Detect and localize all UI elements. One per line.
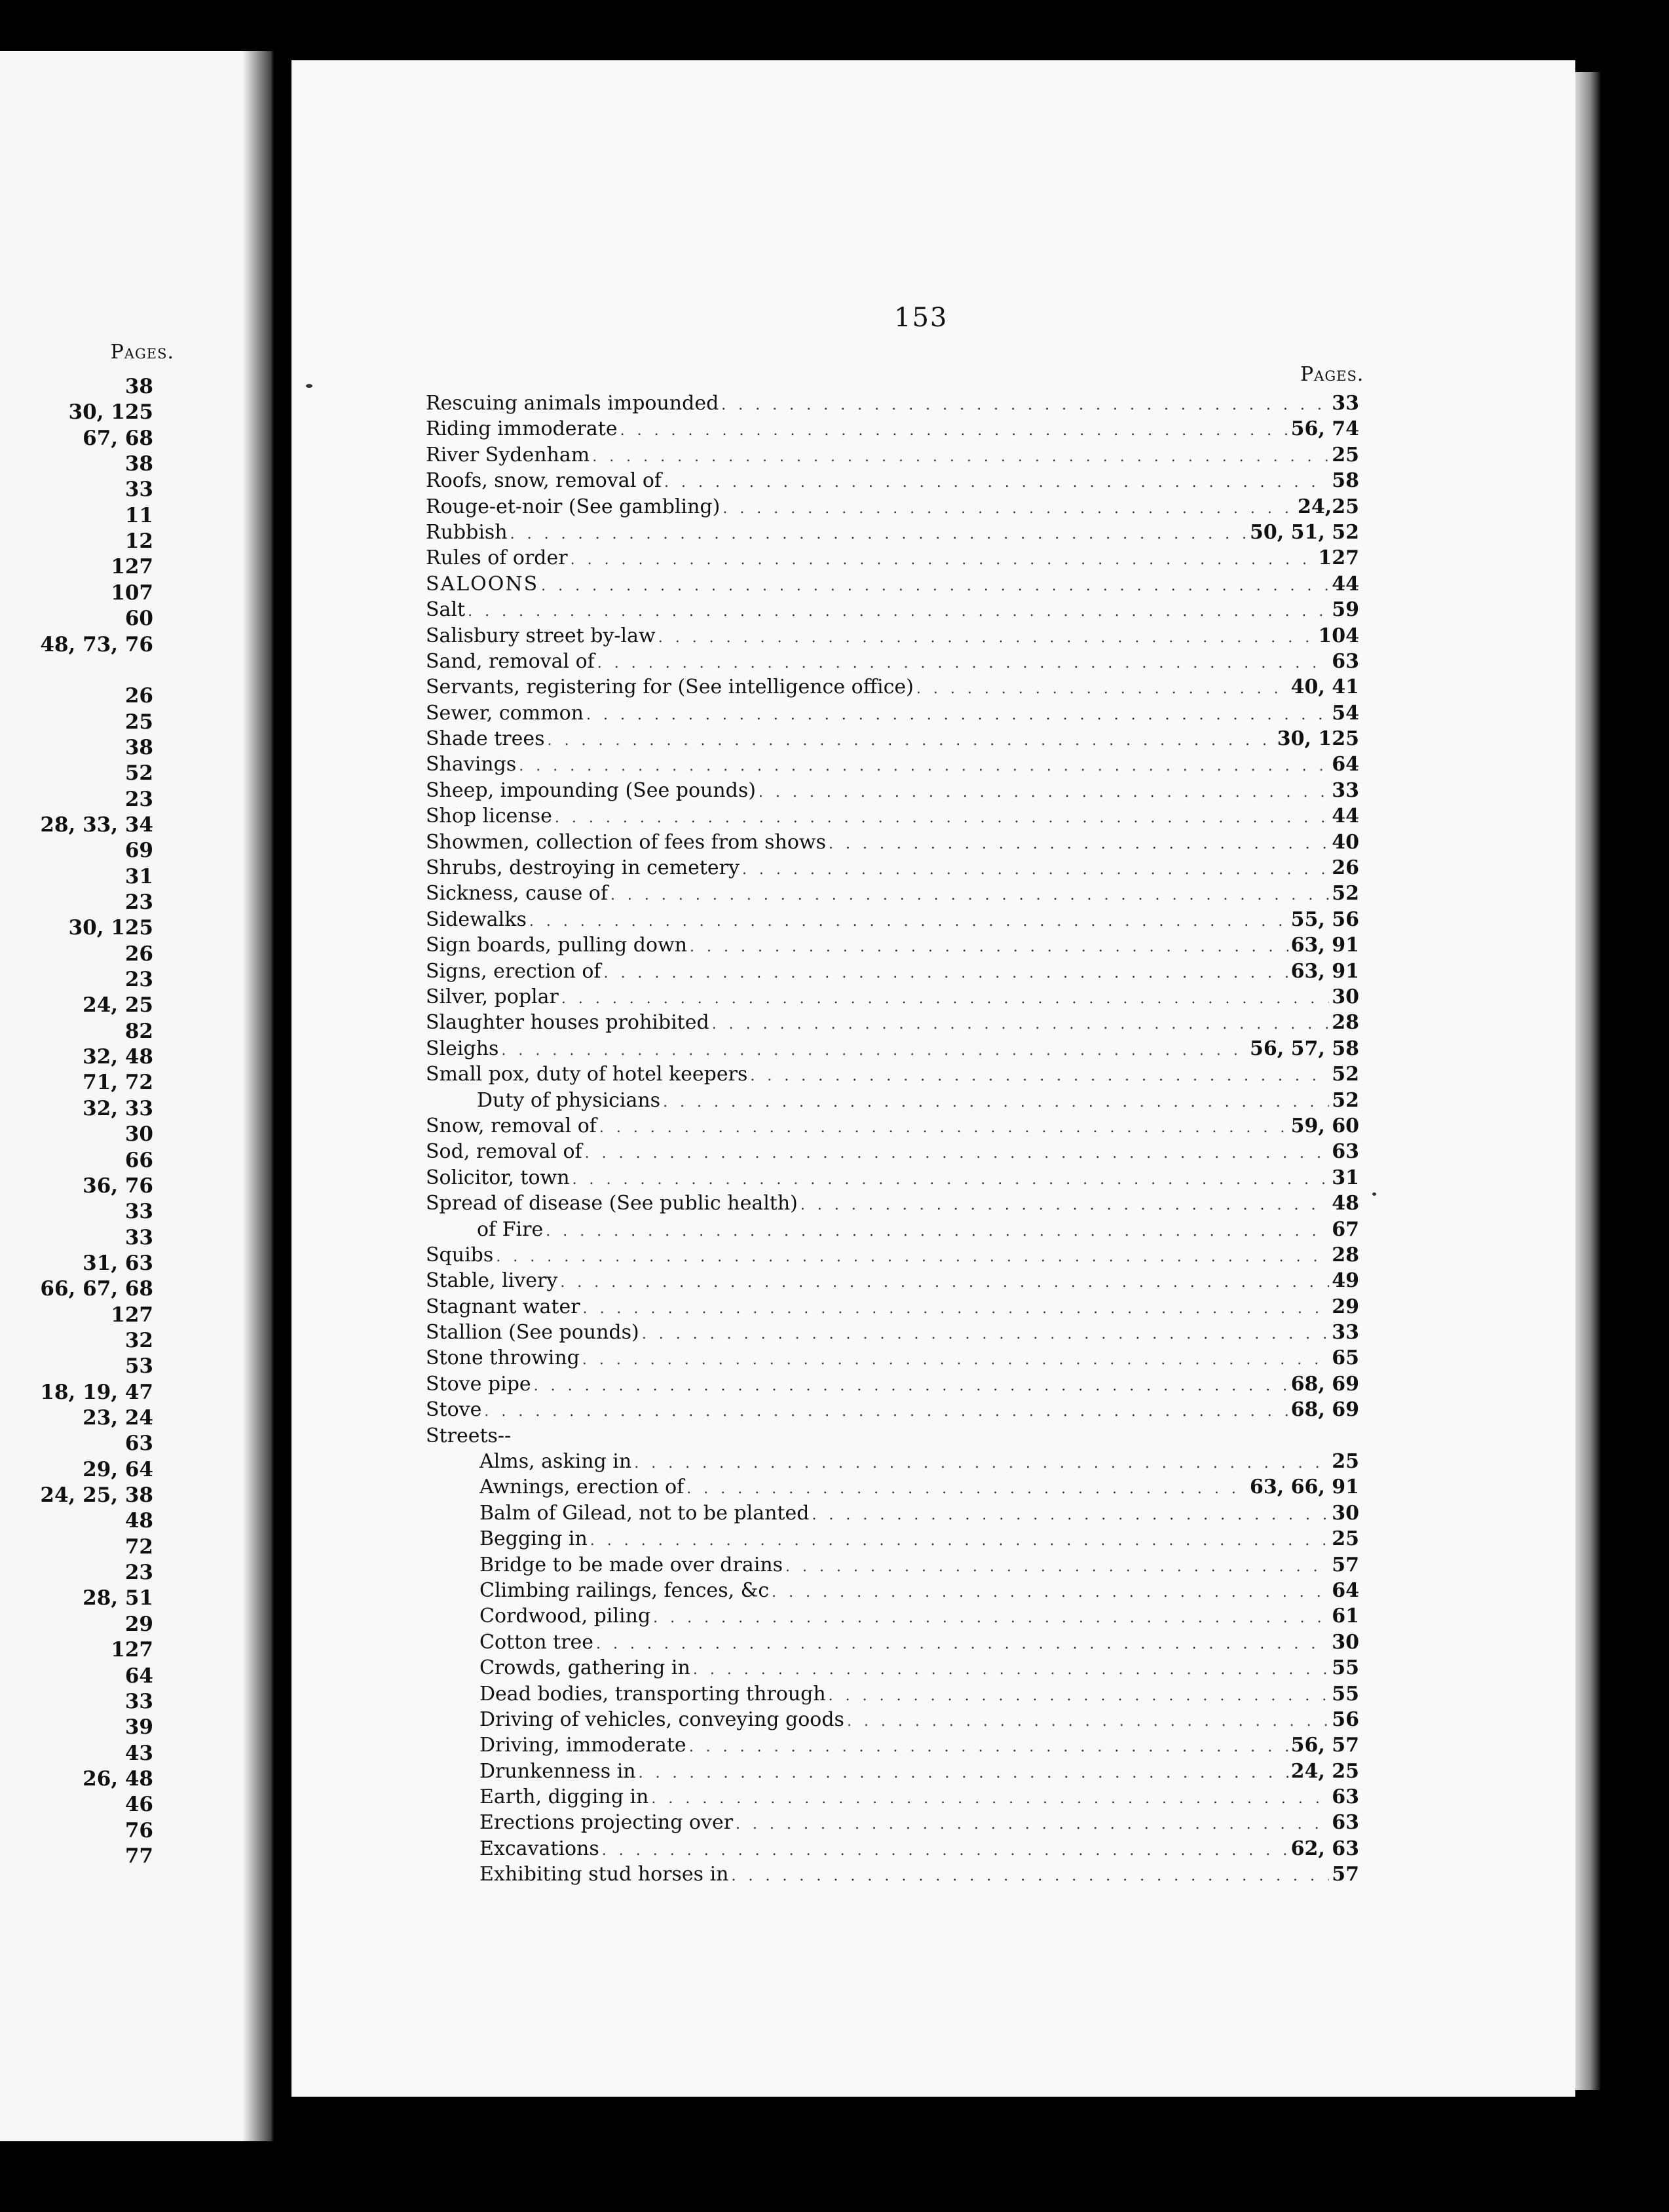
index-page-refs: 56 bbox=[1332, 1707, 1359, 1731]
index-entry bbox=[426, 1526, 1359, 1552]
index-entry bbox=[426, 674, 1359, 700]
left-page-ref: 107 bbox=[111, 581, 153, 605]
index-entry bbox=[426, 907, 1359, 932]
index-term: Stove pipe bbox=[426, 1372, 531, 1396]
left-page-ref: 23 bbox=[124, 1561, 153, 1585]
dot-leader bbox=[496, 1244, 1329, 1270]
index-entry bbox=[426, 1836, 1359, 1861]
index-term: SALOONS bbox=[426, 572, 539, 596]
left-page-ref: 76 bbox=[124, 1818, 153, 1842]
index-term: Stallion (See pounds) bbox=[426, 1321, 639, 1344]
index-term: Sleighs bbox=[426, 1037, 499, 1060]
index-page-refs: 54 bbox=[1332, 701, 1359, 725]
index-page-refs: 68, 69 bbox=[1290, 1398, 1359, 1422]
left-page-ref: 31 bbox=[124, 864, 153, 888]
dot-leader bbox=[555, 805, 1329, 831]
dot-leader bbox=[586, 702, 1329, 728]
left-page-ref: 24, 25 bbox=[83, 993, 153, 1018]
index-entry bbox=[426, 1500, 1359, 1526]
left-page-ref: 28, 33, 34 bbox=[40, 812, 153, 837]
index-page-refs: 63, 66, 91 bbox=[1249, 1476, 1359, 1499]
index-page-refs: 44 bbox=[1332, 805, 1359, 828]
index-term: Awnings, erection of bbox=[479, 1476, 684, 1499]
index-term: Riding immoderate bbox=[426, 417, 618, 441]
index-term: Duty of physicians bbox=[477, 1088, 661, 1112]
dot-leader bbox=[597, 651, 1329, 676]
index-term: of Fire bbox=[477, 1217, 544, 1241]
dot-leader bbox=[686, 1476, 1247, 1502]
index-page-refs: 104 bbox=[1318, 624, 1359, 647]
index-page-refs: 63, 91 bbox=[1290, 934, 1359, 957]
index-term: Small pox, duty of hotel keepers bbox=[426, 1063, 748, 1086]
left-page-ref: 53 bbox=[124, 1354, 153, 1379]
index-page-refs: 67 bbox=[1332, 1217, 1359, 1241]
index-term: Sand, removal of bbox=[426, 649, 595, 673]
index-entry bbox=[426, 649, 1359, 674]
index-entry bbox=[426, 1707, 1359, 1732]
dot-leader bbox=[731, 1863, 1329, 1889]
index-entry bbox=[426, 520, 1359, 545]
index-page-refs: 64 bbox=[1332, 753, 1359, 776]
left-page-ref: 26 bbox=[124, 942, 153, 966]
index-page-refs: 52 bbox=[1332, 1063, 1359, 1086]
dot-leader bbox=[541, 573, 1329, 599]
index-term: Silver, poplar bbox=[426, 985, 559, 1008]
left-page-ref: 30, 125 bbox=[68, 916, 153, 940]
index-entry bbox=[426, 1759, 1359, 1784]
left-page bbox=[0, 51, 274, 2141]
dot-leader bbox=[582, 1347, 1329, 1373]
dot-leader bbox=[590, 1528, 1329, 1554]
index-term: Begging in bbox=[479, 1527, 588, 1551]
index-term: Sewer, common bbox=[426, 701, 584, 725]
index-term: Sidewalks bbox=[426, 907, 527, 931]
index-page-refs: 40, 41 bbox=[1290, 676, 1359, 699]
dot-leader bbox=[529, 909, 1288, 934]
dot-leader bbox=[620, 418, 1288, 444]
dot-leader bbox=[712, 1012, 1330, 1037]
left-page-ref: 48, 73, 76 bbox=[40, 632, 153, 657]
dot-leader bbox=[634, 1451, 1329, 1476]
index-page-refs: 31 bbox=[1332, 1166, 1359, 1189]
index-entry bbox=[426, 1861, 1359, 1887]
index-term: Stable, livery bbox=[426, 1269, 558, 1293]
dot-leader bbox=[510, 522, 1247, 547]
index-entry bbox=[426, 1345, 1359, 1371]
index-term: Showmen, collection of fees from shows bbox=[426, 830, 826, 854]
index-term: Roofs, snow, removal of bbox=[426, 469, 662, 493]
index-entry bbox=[426, 545, 1359, 571]
index-entry bbox=[426, 597, 1359, 622]
left-page-ref: 31, 63 bbox=[83, 1251, 153, 1275]
left-page-ref: 38 bbox=[124, 735, 153, 759]
dot-leader bbox=[664, 470, 1329, 495]
index-page-refs: 68, 69 bbox=[1290, 1372, 1359, 1396]
index-page-refs: 57 bbox=[1332, 1553, 1359, 1576]
left-page-shadow bbox=[242, 51, 274, 2141]
left-page-ref: 82 bbox=[124, 1019, 153, 1043]
left-page-ref: 33 bbox=[124, 1200, 153, 1224]
left-page-ref: 39 bbox=[124, 1715, 153, 1740]
index-entry bbox=[426, 494, 1359, 520]
dot-leader bbox=[572, 1167, 1330, 1192]
index-term: Servants, registering for (See intelligence office) bbox=[426, 676, 914, 699]
left-page-ref: 52 bbox=[124, 761, 153, 786]
dot-leader bbox=[829, 831, 1329, 857]
index-entry bbox=[426, 830, 1359, 855]
dot-leader bbox=[651, 1786, 1329, 1812]
left-page-ref: 11 bbox=[124, 503, 153, 527]
index-term: Earth, digging in bbox=[479, 1785, 649, 1809]
index-entry bbox=[426, 1242, 1359, 1268]
index-term: Shade trees bbox=[426, 727, 545, 751]
dot-leader bbox=[599, 1115, 1288, 1141]
index-entry bbox=[426, 1268, 1359, 1293]
index-term: Squibs bbox=[426, 1243, 494, 1267]
index-entry bbox=[426, 959, 1359, 984]
index-entry bbox=[426, 416, 1359, 442]
dot-leader bbox=[583, 1296, 1330, 1322]
index-page-refs: 61 bbox=[1332, 1605, 1359, 1628]
index-entry bbox=[426, 1010, 1359, 1035]
index-term: Streets-- bbox=[426, 1424, 512, 1447]
index-entry bbox=[426, 1113, 1359, 1139]
left-page-ref: 63 bbox=[124, 1432, 153, 1456]
left-page-ref: 72 bbox=[124, 1535, 153, 1559]
index-entry bbox=[426, 623, 1359, 649]
left-page-ref: 60 bbox=[124, 607, 153, 631]
left-page-ref: 32, 48 bbox=[83, 1045, 153, 1069]
dot-leader bbox=[604, 961, 1288, 986]
dot-leader bbox=[602, 1838, 1288, 1863]
index-page-refs: 33 bbox=[1332, 1321, 1359, 1344]
dot-leader bbox=[484, 1399, 1288, 1424]
dot-leader bbox=[592, 444, 1329, 470]
index-entry bbox=[426, 1320, 1359, 1345]
index-entry bbox=[426, 468, 1359, 493]
index-page-refs: 63, 91 bbox=[1290, 959, 1359, 983]
dot-leader bbox=[501, 1038, 1247, 1063]
index-entry bbox=[426, 1036, 1359, 1061]
index-entry bbox=[426, 1449, 1359, 1474]
dot-leader bbox=[750, 1063, 1329, 1089]
index-entry bbox=[426, 1165, 1359, 1191]
left-page-ref: 24, 25, 38 bbox=[40, 1483, 153, 1508]
index-term: Balm of Gilead, not to be planted bbox=[479, 1501, 810, 1525]
dot-leader bbox=[658, 625, 1316, 651]
dot-leader bbox=[916, 676, 1288, 702]
index-term: Driving, immoderate bbox=[479, 1734, 686, 1757]
left-page-ref: 33 bbox=[124, 1689, 153, 1713]
index-entry bbox=[426, 1217, 1359, 1242]
index-entry bbox=[426, 1578, 1359, 1603]
index-entry bbox=[426, 1474, 1359, 1500]
index-term: Solicitor, town bbox=[426, 1166, 570, 1189]
dot-leader bbox=[772, 1580, 1329, 1605]
left-page-ref: 12 bbox=[124, 529, 153, 554]
left-page-ref: 32, 33 bbox=[83, 1096, 153, 1120]
left-page-ref: 30 bbox=[124, 1122, 153, 1147]
index-page-refs: 30, 125 bbox=[1277, 727, 1359, 751]
index-term: Erections projecting over bbox=[479, 1811, 734, 1835]
index-term: Stove bbox=[426, 1398, 482, 1422]
index-page-refs: 30 bbox=[1332, 985, 1359, 1008]
index-page-refs: 52 bbox=[1332, 1088, 1359, 1112]
left-page-ref: 127 bbox=[111, 555, 153, 579]
index-page-refs: 57 bbox=[1332, 1863, 1359, 1886]
index-page-refs: 48 bbox=[1332, 1192, 1359, 1215]
index-entry bbox=[426, 752, 1359, 777]
left-page-ref: 23, 24 bbox=[83, 1406, 153, 1430]
dot-leader bbox=[519, 753, 1329, 779]
dot-leader bbox=[560, 1270, 1329, 1295]
index-entry bbox=[426, 1423, 1359, 1449]
dot-leader bbox=[610, 883, 1329, 908]
index-entry bbox=[426, 1061, 1359, 1087]
index-page-refs: 25 bbox=[1332, 1527, 1359, 1551]
left-page-ref: 33 bbox=[124, 1225, 153, 1249]
ink-speck bbox=[306, 384, 312, 388]
dot-leader bbox=[468, 599, 1329, 624]
left-page-ref: 38 bbox=[124, 452, 153, 476]
index-term: Driving of vehicles, conveying goods bbox=[479, 1707, 844, 1731]
index-entry bbox=[426, 881, 1359, 906]
index-term: Signs, erection of bbox=[426, 959, 601, 983]
index-term: River Sydenham bbox=[426, 443, 590, 467]
index-entry bbox=[426, 700, 1359, 726]
index-page-refs: 24,25 bbox=[1298, 495, 1359, 518]
index-page-refs: 63 bbox=[1332, 1811, 1359, 1835]
index-page-refs: 29 bbox=[1332, 1295, 1359, 1318]
index-term: Salisbury street by-law bbox=[426, 624, 656, 647]
index-page-refs: 55 bbox=[1332, 1656, 1359, 1680]
index-term: Sod, removal of bbox=[426, 1140, 582, 1164]
index-entry bbox=[426, 778, 1359, 803]
left-page-ref: 36, 76 bbox=[83, 1173, 153, 1198]
index-entry bbox=[426, 855, 1359, 881]
left-page-ref: 26 bbox=[124, 684, 153, 708]
index-page-refs: 55 bbox=[1332, 1682, 1359, 1706]
index-entry bbox=[426, 1681, 1359, 1707]
right-page-edge bbox=[1575, 72, 1600, 2090]
left-page-ref: 127 bbox=[111, 1638, 153, 1662]
dot-leader bbox=[800, 1192, 1329, 1218]
ink-speck bbox=[1372, 1192, 1376, 1196]
index-term: Bridge to be made over drains bbox=[479, 1553, 783, 1576]
index-term: Rubbish bbox=[426, 520, 508, 544]
index-page-refs: 50, 51, 52 bbox=[1249, 520, 1359, 544]
index-term: Slaughter houses prohibited bbox=[426, 1011, 709, 1035]
left-page-ref: 33 bbox=[124, 478, 153, 502]
index-term: Rouge-et-noir (See gambling) bbox=[426, 495, 721, 518]
index-term: Salt bbox=[426, 598, 466, 622]
index-entry bbox=[426, 442, 1359, 468]
index-page-refs: 30 bbox=[1332, 1501, 1359, 1525]
left-page-ref: 69 bbox=[124, 839, 153, 863]
right-page bbox=[291, 60, 1575, 2097]
index-entry bbox=[426, 1139, 1359, 1164]
index-entry bbox=[426, 571, 1359, 597]
index-term: Drunkenness in bbox=[479, 1759, 636, 1783]
left-page-ref: 66, 67, 68 bbox=[40, 1277, 153, 1301]
index-page-refs: 40 bbox=[1332, 830, 1359, 854]
dot-leader bbox=[829, 1683, 1330, 1709]
index-entry bbox=[426, 803, 1359, 829]
index-page-refs: 56, 74 bbox=[1290, 417, 1359, 441]
dot-leader bbox=[689, 1734, 1288, 1760]
index-page-refs: 59 bbox=[1332, 598, 1359, 622]
index-term: Crowds, gathering in bbox=[479, 1656, 690, 1680]
index-page-refs: 59, 60 bbox=[1290, 1114, 1359, 1137]
dot-leader bbox=[736, 1812, 1329, 1837]
dot-leader bbox=[847, 1709, 1329, 1734]
left-page-ref: 67, 68 bbox=[83, 426, 153, 450]
left-page-ref: 77 bbox=[124, 1844, 153, 1868]
index-page-refs: 24, 25 bbox=[1290, 1759, 1359, 1783]
dot-leader bbox=[663, 1090, 1329, 1115]
left-page-ref: 43 bbox=[124, 1741, 153, 1765]
index-entry bbox=[426, 1397, 1359, 1422]
left-page-ref: 30, 125 bbox=[68, 400, 153, 425]
left-page-ref: 127 bbox=[111, 1303, 153, 1327]
index-list bbox=[426, 391, 1359, 1888]
page-number: 153 bbox=[894, 303, 948, 333]
dot-leader bbox=[571, 547, 1316, 573]
book-gutter bbox=[274, 59, 290, 2143]
index-term: Shavings bbox=[426, 753, 517, 776]
index-term: Excavations bbox=[479, 1837, 599, 1860]
dot-leader bbox=[639, 1761, 1288, 1786]
index-page-refs: 63 bbox=[1332, 1140, 1359, 1164]
left-page-ref: 26, 48 bbox=[83, 1766, 153, 1791]
index-entry bbox=[426, 932, 1359, 958]
index-entry bbox=[426, 1371, 1359, 1397]
index-term: Sheep, impounding (See pounds) bbox=[426, 778, 756, 802]
left-pages-header: Pages. bbox=[110, 341, 174, 364]
index-term: Cordwood, piling bbox=[479, 1605, 651, 1628]
left-page-ref: 28, 51 bbox=[83, 1586, 153, 1611]
pages-column-header: Pages. bbox=[1300, 363, 1364, 386]
index-entry bbox=[426, 1784, 1359, 1810]
left-page-ref: 23 bbox=[124, 968, 153, 992]
dot-leader bbox=[759, 780, 1329, 805]
dot-leader bbox=[721, 392, 1329, 418]
dot-leader bbox=[585, 1141, 1330, 1166]
index-term: Shop license bbox=[426, 805, 552, 828]
index-page-refs: 28 bbox=[1332, 1243, 1359, 1267]
dot-leader bbox=[742, 857, 1329, 883]
index-entry bbox=[426, 391, 1359, 416]
index-page-refs: 33 bbox=[1332, 392, 1359, 415]
left-page-ref: 38 bbox=[124, 375, 153, 398]
dot-leader bbox=[785, 1554, 1329, 1580]
left-page-ref: 71, 72 bbox=[83, 1071, 153, 1095]
index-page-refs: 33 bbox=[1332, 778, 1359, 802]
left-page-ref: 48 bbox=[124, 1509, 153, 1533]
left-page-ref: 29, 64 bbox=[83, 1457, 153, 1481]
index-term: Rules of order bbox=[426, 546, 568, 570]
index-term: Dead bodies, transporting through bbox=[479, 1682, 826, 1706]
index-term: Exhibiting stud horses in bbox=[479, 1863, 729, 1886]
left-page-ref: 25 bbox=[124, 710, 153, 734]
index-term: Rescuing animals impounded bbox=[426, 392, 719, 415]
left-page-ref: 66 bbox=[124, 1148, 153, 1172]
index-entry bbox=[426, 1088, 1359, 1113]
left-page-ref: 23 bbox=[124, 787, 153, 811]
index-page-refs: 62, 63 bbox=[1290, 1837, 1359, 1860]
index-page-refs: 65 bbox=[1332, 1346, 1359, 1370]
left-page-ref: 18, 19, 47 bbox=[40, 1380, 153, 1404]
index-term: Spread of disease (See public health) bbox=[426, 1192, 798, 1215]
index-entry bbox=[426, 984, 1359, 1010]
index-term: Sickness, cause of bbox=[426, 882, 608, 906]
index-entry bbox=[426, 1732, 1359, 1758]
index-entry bbox=[426, 1294, 1359, 1320]
index-term: Snow, removal of bbox=[426, 1114, 597, 1137]
dot-leader bbox=[642, 1322, 1330, 1347]
index-page-refs: 58 bbox=[1332, 469, 1359, 493]
index-entry bbox=[426, 1191, 1359, 1216]
index-page-refs: 28 bbox=[1332, 1011, 1359, 1035]
left-page-ref: 32 bbox=[124, 1328, 153, 1352]
index-page-refs: 25 bbox=[1332, 443, 1359, 467]
index-term: Cotton tree bbox=[479, 1630, 593, 1654]
dot-leader bbox=[534, 1373, 1288, 1399]
dot-leader bbox=[690, 934, 1288, 960]
left-page-ref: 64 bbox=[124, 1664, 153, 1688]
index-term: Climbing railings, fences, &c bbox=[479, 1578, 770, 1602]
dot-leader bbox=[561, 986, 1329, 1012]
index-entry bbox=[426, 1552, 1359, 1578]
left-page-ref: 23 bbox=[124, 890, 153, 914]
index-page-refs: 26 bbox=[1332, 856, 1359, 880]
dot-leader bbox=[653, 1605, 1329, 1631]
dot-leader bbox=[548, 728, 1275, 753]
dot-leader bbox=[596, 1631, 1329, 1657]
dot-leader bbox=[546, 1219, 1329, 1244]
dot-leader bbox=[722, 496, 1295, 522]
dot-leader bbox=[693, 1657, 1329, 1683]
index-page-refs: 30 bbox=[1332, 1630, 1359, 1654]
index-page-refs: 49 bbox=[1332, 1269, 1359, 1293]
index-term: Shrubs, destroying in cemetery bbox=[426, 856, 740, 880]
index-page-refs: 55, 56 bbox=[1290, 907, 1359, 931]
index-page-refs: 44 bbox=[1332, 572, 1359, 596]
index-page-refs: 56, 57 bbox=[1290, 1734, 1359, 1757]
index-page-refs: 25 bbox=[1332, 1450, 1359, 1474]
index-page-refs: 63 bbox=[1332, 1785, 1359, 1809]
index-page-refs: 127 bbox=[1318, 546, 1359, 570]
index-entry bbox=[426, 1810, 1359, 1835]
index-term: Stone throwing bbox=[426, 1346, 580, 1370]
dot-leader bbox=[812, 1502, 1329, 1528]
index-page-refs: 56, 57, 58 bbox=[1249, 1037, 1359, 1060]
index-page-refs: 63 bbox=[1332, 649, 1359, 673]
index-term: Stagnant water bbox=[426, 1295, 580, 1318]
index-entry bbox=[426, 1630, 1359, 1655]
left-page-ref: 46 bbox=[124, 1793, 153, 1817]
index-entry bbox=[426, 726, 1359, 752]
index-term: Alms, asking in bbox=[479, 1450, 632, 1474]
index-term: Sign boards, pulling down bbox=[426, 934, 688, 957]
index-entry bbox=[426, 1655, 1359, 1681]
left-page-ref: 29 bbox=[124, 1612, 153, 1636]
index-page-refs: 52 bbox=[1332, 882, 1359, 906]
index-entry bbox=[426, 1603, 1359, 1629]
index-page-refs: 64 bbox=[1332, 1578, 1359, 1602]
